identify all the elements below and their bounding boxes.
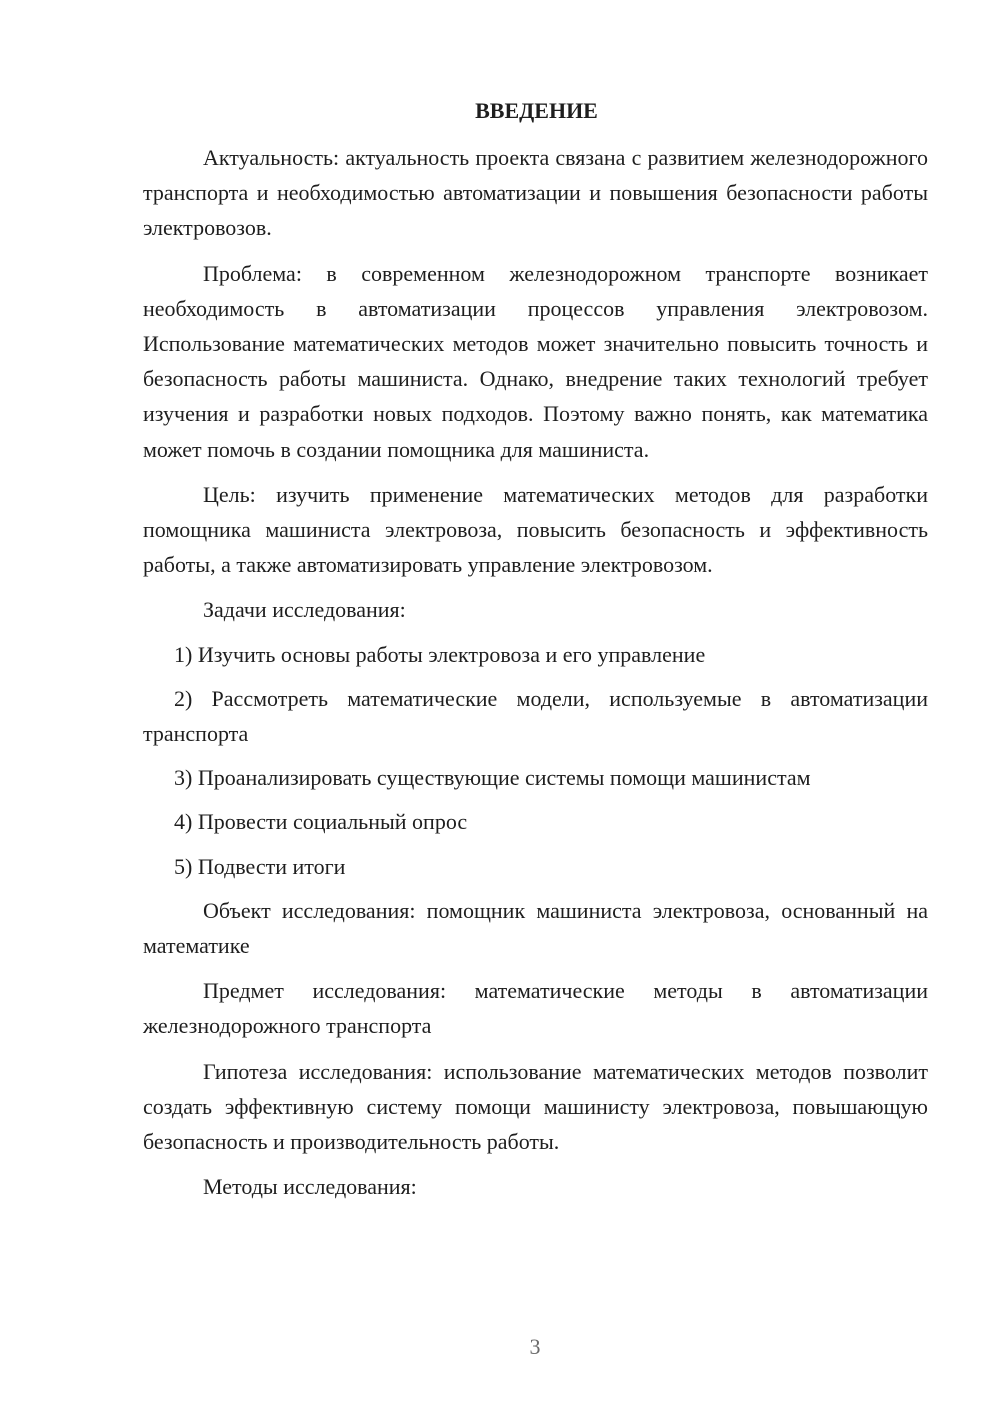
list-item: 1) Изучить основы работы электровоза и его управление [174,641,706,667]
paragraph-object: Объект исследования: помощник машиниста электровоза, основанный на математике [143,897,928,959]
list-item: 3) Проанализировать существующие системы помощи машинистам [174,765,811,791]
paragraph-relevance: Актуальность: актуальность проекта связана с развитием железнодорожного транспорта и необходимостью автоматизации и повышения безопасности работы электровозов. [143,145,928,241]
paragraph-subject: Предмет исследования: математические методы в автоматизации железнодорожного транспорта [143,978,928,1039]
paragraph-goal: Цель: изучить применение математических методов для разработки помощника машиниста электровоза, повысить безопасность и эффективность работы, а также автоматизировать управление электровозом. [143,481,928,578]
list-item: 2) Рассмотреть математические модели, используемые в автоматизации транспорта [143,685,928,747]
list-item: 5) Подвести итоги [174,853,346,879]
paragraph-tasks-heading: Задачи исследования: [203,597,406,623]
list-item: 4) Провести социальный опрос [174,809,468,835]
page-title: ВВЕДЕНИЕ [475,98,598,123]
page-number: 3 [529,1334,541,1359]
page-content [143,96,928,1204]
paragraph-hypothesis: Гипотеза исследования: использование математических методов позволит создать эффективную систему помощи машинисту электровоза, повышающую безопасность и производительность работы. [143,1058,928,1155]
paragraph-problem: Проблема: в современном железнодорожном транспорте возникает необходимость в автоматизации процессов управления электровозом. Использование математических методов может значительно повысить точность и безопасность работы машиниста. Однако, внедрение таких технологий требует изучения и разработки новых подходов. Поэтому важно понять, как математика может помочь в создании помощника для машиниста. [143,260,928,462]
paragraph-methods: Методы исследования: [203,1174,417,1200]
